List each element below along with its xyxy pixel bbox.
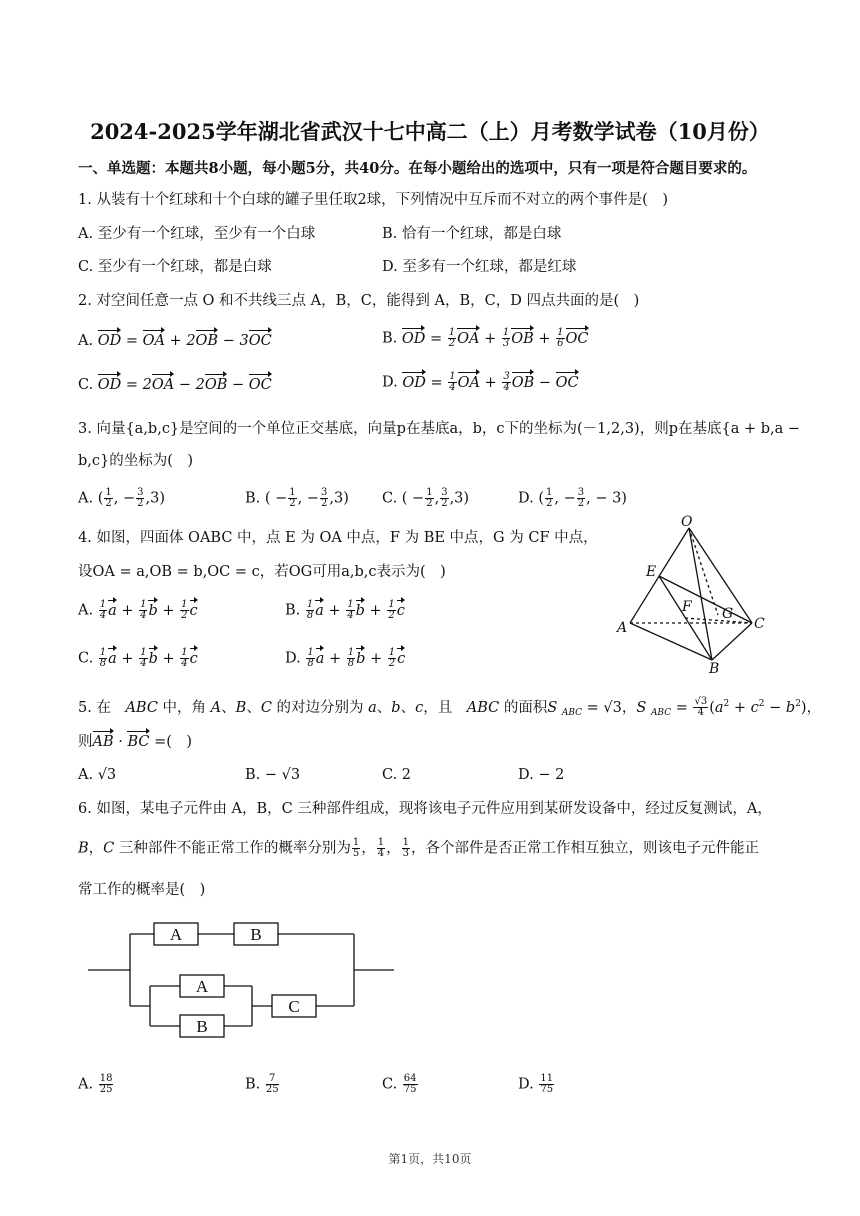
q5-option-c: C. 2: [382, 767, 412, 783]
label-a: A: [617, 620, 628, 636]
q3-stem-line2: b,c}的坐标为( ): [78, 453, 194, 469]
circuit-label-a-top: A: [169, 925, 183, 944]
q4-option-a: A. $\frac{1}{4}$ a + $\frac{1}{4}$ b + $\frac{1}{2}$ c: [78, 599, 198, 621]
circuit-label-c: C: [288, 997, 300, 1016]
q1-option-c: C. 至少有一个红球，都是白球: [78, 259, 272, 275]
q3-option-a: A. ( $\frac{1}{2}$ , − $\frac{3}{2}$ ,3): [78, 487, 165, 509]
q4-option-c: C. $\frac{1}{8}$ a + $\frac{1}{4}$ b + $\frac{1}{4}$ c: [78, 647, 198, 669]
circuit-label-a-bottom: A: [195, 977, 209, 996]
q6-option-a: A. $\frac{18}{25}$: [78, 1073, 113, 1095]
q6-option-b: B. $\frac{7}{25}$: [245, 1073, 279, 1095]
q1-option-b: B. 恰有一个红球，都是白球: [382, 226, 562, 242]
label-o: O: [681, 514, 693, 530]
q3-option-c: C. ( − $\frac{1}{2}$ , $\frac{3}{2}$ ,3): [382, 487, 470, 509]
q6-stem-line3: 常工作的概率是( ): [78, 882, 206, 898]
q3-option-d: D. ( $\frac{1}{2}$ , − $\frac{3}{2}$ , − 3): [518, 487, 627, 509]
q2-option-a: A. OD = OA + 2OB − 3OC: [78, 333, 272, 349]
q1-stem: 1. 从装有十个红球和十个白球的罐子里任取2球，下列情况中互斥而不对立的两个事件是( ): [78, 192, 668, 208]
page-footer: 第1页，共10页: [388, 1152, 472, 1166]
section-header: 一、单选题：本题共8小题，每小题5分，共40分。在每小题给出的选项中，只有一项是符合题目要求的。: [78, 160, 757, 177]
circuit-figure: [86, 918, 398, 1043]
q6-stem-line2: B，C 三种部件不能正常工作的概率分别为 $\frac{1}{5}$ ， $\frac{1}{4}$ ， $\frac{1}{3}$ ，各个部件是否正常工作相互独立，则该电子元件能正: [78, 837, 759, 859]
q3-option-b: B. ( − $\frac{1}{2}$ , − $\frac{3}{2}$ ,3): [245, 487, 349, 509]
q2-option-d: D. OD = $\frac{1}{4}$ OA + $\frac{3}{4}$ OB − OC: [382, 371, 579, 393]
q1-option-a: A. 至少有一个红球，至少有一个白球: [78, 226, 316, 242]
circuit-label-b-top: B: [250, 925, 262, 944]
label-b: B: [709, 661, 720, 675]
q5-stem-line1: 5. 在 ABC 中，角 A、B、C 的对边分别为 a、b、c，且 ABC 的面积S $_{ABC}$ = √3，S $_{ABC}$ = $\frac{√3}{4}$ $(a^2 + c^2 - b^2)$，: [78, 696, 822, 719]
label-c: C: [754, 616, 765, 632]
q5-stem-line2: 则AB · BC =( ): [78, 734, 193, 750]
label-g: G: [722, 606, 734, 622]
q6-option-c: C. $\frac{64}{75}$: [382, 1073, 417, 1095]
q4-stem-line2: 设OA = a,OB = b,OC = c，若OG可用a,b,c表示为( ): [78, 564, 446, 580]
q2-stem: 2. 对空间任意一点 O 和不共线三点 A，B，C，能得到 A，B，C，D 四点共面的是( ): [78, 293, 640, 309]
q3-stem-line1: 3. 向量{a,b,c}是空间的一个单位正交基底，向量p在基底a，b，c下的坐标为(－1,2,3)，则p在基底{a + b,a −: [78, 421, 801, 437]
q4-option-b: B. $\frac{1}{8}$ a + $\frac{1}{4}$ b + $\frac{1}{2}$ c: [285, 599, 405, 621]
q5-option-d: D. − 2: [518, 767, 565, 783]
q4-stem-line1: 4. 如图，四面体 OABC 中，点 E 为 OA 中点，F 为 BE 中点，G 为 CF 中点，: [78, 530, 598, 546]
q2-option-c: C. OD = 2OA − 2OB − OC: [78, 377, 272, 393]
q5-option-b: B. − √3: [245, 767, 301, 783]
label-f: F: [682, 599, 692, 615]
q6-option-d: D. $\frac{11}{75}$: [518, 1073, 554, 1095]
page-title: 2024-2025学年湖北省武汉十七中高二（上）月考数学试卷（10月份）: [90, 119, 770, 144]
tetrahedron-figure: [612, 510, 772, 675]
q4-option-d: D. $\frac{1}{8}$ a + $\frac{1}{8}$ b + $\frac{1}{2}$ c: [285, 647, 406, 669]
circuit-label-b-bottom: B: [196, 1017, 208, 1036]
q1-option-d: D. 至多有一个红球，都是红球: [382, 259, 577, 275]
q6-stem-line1: 6. 如图，某电子元件由 A，B，C 三种部件组成，现将该电子元件应用到某研发设备中，经过反复测试，A，: [78, 801, 772, 817]
q5-option-a: A. √3: [78, 767, 117, 783]
q2-option-b: B. OD = $\frac{1}{2}$ OA + $\frac{1}{3}$ OB + $\frac{1}{6}$ OC: [382, 327, 589, 349]
label-e: E: [646, 564, 657, 580]
